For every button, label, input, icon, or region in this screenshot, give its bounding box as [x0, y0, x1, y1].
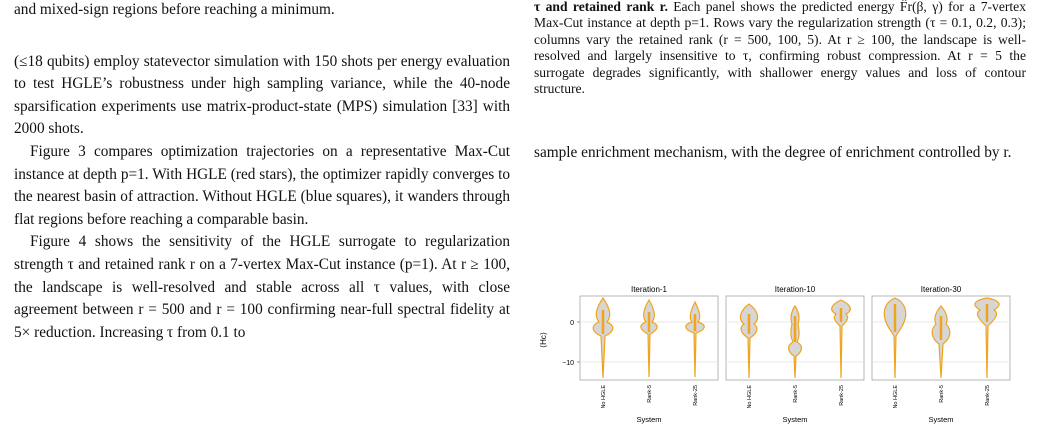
violin-figure: [536, 282, 1026, 428]
x-tick-label: No HGLE: [747, 385, 753, 409]
y-axis-label: ⟨Hc⟩: [539, 331, 548, 349]
x-axis-label: System: [636, 415, 662, 424]
paragraph-enrichment: sample enrichment mechanism, with the degree of enrichment controlled by r.: [534, 144, 1012, 162]
x-tick-label: Rank-5: [793, 385, 799, 403]
caption-text: Each panel shows the predicted energy F̂r(β, γ) for a 7-vertex Max-Cut instance at depth p=1. Rows vary the regularization strength (τ = 0.1, 0.2, 0.3); columns vary the retained rank (r = 500, 100, 5). At r ≥ 100, the landscape is well-resolved and largely insensitive to τ, confirming robust compression. At r = 5 the surrogate degrades significantly, with shallower energy values and loss of contour structure.: [534, 0, 1026, 97]
x-axis-label: System: [782, 415, 808, 424]
y-tick-0: 0: [570, 320, 574, 327]
paragraph-figure3: Figure 3 compares optimization trajectories on a representative Max-Cut instance at depth p=1. With HGLE (red stars), the optimizer rapidly converges to the nearest basin of attraction. Without HGLE (blue squares), it wanders through flat regions before reaching a comparable basin.: [14, 142, 510, 228]
x-tick-label: No HGLE: [601, 385, 607, 409]
panel-title: Iteration-1: [630, 285, 668, 294]
panel-iteration-30: [872, 285, 1010, 424]
left-column: [14, 0, 510, 344]
paragraph-simulation: (≤18 qubits) employ statevector simulation with 150 shots per energy evaluation to test HGLE’s robustness under high sampling variance, while the 40-node sparsification experiments use matrix-product-state (MPS) simulation [33] with 2000 shots.: [14, 52, 510, 138]
x-tick-label: Rank-5: [939, 385, 945, 403]
paragraph-figure4: Figure 4 shows the sensitivity of the HGLE surrogate to regularization strength τ and retained rank r on a 7-vertex Max-Cut instance (p=1). At r ≥ 100, the landscape is well-resolved and stable across all τ values, with close agreement between r = 500 and r = 100 confirming near-full spectral fidelity at 5× reduction. Increasing τ from 0.1 to: [14, 233, 510, 341]
x-tick-label: Rank-25: [985, 385, 991, 406]
caption-bold: τ and retained rank r.: [534, 0, 668, 14]
right-column: [534, 0, 1026, 165]
paragraph-tail: and mixed-sign regions before reaching a minimum.: [14, 1, 335, 18]
x-tick-label: Rank-25: [693, 385, 699, 406]
panel-iteration-10: [726, 285, 864, 424]
panel-title: Iteration-10: [774, 285, 816, 294]
panel-iteration-1: [580, 285, 718, 424]
panel-title: Iteration-30: [920, 285, 962, 294]
figure4-caption: [534, 0, 1026, 97]
x-tick-label: Rank-5: [647, 385, 653, 403]
x-tick-label: Rank-25: [839, 385, 845, 406]
y-tick-neg10: −10: [562, 360, 574, 367]
x-axis-label: System: [928, 415, 954, 424]
x-tick-label: No HGLE: [893, 385, 899, 409]
